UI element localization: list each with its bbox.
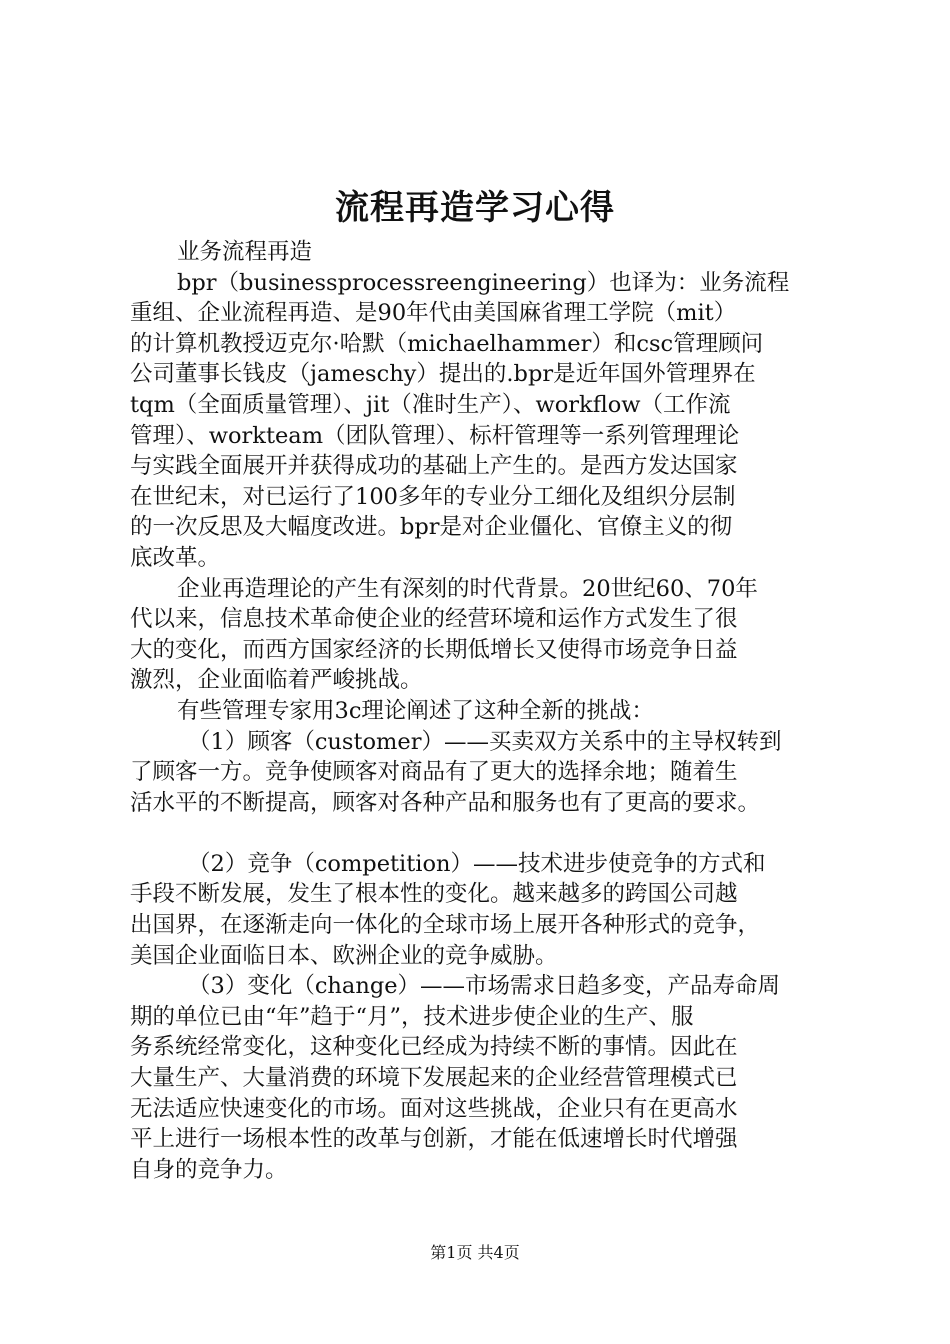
text-line: 活水平的不断提高，顾客对各种产品和服务也有了更高的要求。	[130, 789, 761, 816]
text-line: 重组、企业流程再造、是90年代由美国麻省理工学院（mit）	[130, 300, 737, 327]
text-line: 美国企业面临日本、欧洲企业的竞争威胁。	[130, 942, 558, 969]
text-line: 在世纪末，对已运行了100多年的专业分工细化及组织分层制	[130, 483, 736, 510]
text-line: 无法适应快速变化的市场。面对这些挑战，企业只有在更高水	[130, 1095, 738, 1122]
text-line: 管理）、workteam（团队管理）、标杆管理等一系列管理理论	[130, 422, 740, 449]
text-line: 出国界，在逐渐走向一体化的全球市场上展开各种形式的竞争，	[130, 912, 761, 939]
text-line: 自身的竞争力。	[130, 1156, 288, 1183]
text-line: 业务流程再造	[177, 239, 313, 265]
blank-line	[130, 818, 832, 849]
document-title: 流程再造学习心得	[335, 188, 615, 228]
text-line: 底改革。	[130, 544, 221, 571]
text-line: 的一次反思及大幅度改进。bpr是对企业僵化、官僚主义的彻	[130, 514, 733, 541]
text-line: 期的单位已由“年”趋于“月”，技术进步使企业的生产、服	[130, 1003, 694, 1030]
text-line: 激烈，企业面临着严峻挑战。	[130, 667, 423, 694]
text-line: 的计算机教授迈克尔·哈默（michaelhammer）和csc管理顾问	[130, 330, 764, 357]
text-line: 平上进行一场根本性的改革与创新，才能在低速增长时代增强	[130, 1126, 738, 1153]
text-line: 代以来，信息技术革命使企业的经营环境和运作方式发生了很	[130, 606, 738, 633]
text-line: 手段不断发展，发生了根本性的变化。越来越多的跨国公司越	[130, 881, 738, 908]
text-line: （1）顾客（customer）——买卖双方关系中的主导权转到	[188, 728, 782, 755]
text-line: 有些管理专家用3c理论阐述了这种全新的挑战：	[177, 697, 654, 724]
text-line: 了顾客一方。竞争使顾客对商品有了更大的选择余地；随着生	[130, 759, 738, 786]
text-line: tqm（全面质量管理）、jit（准时生产）、workflow（工作流	[130, 391, 731, 418]
document-body	[130, 237, 832, 1185]
text-line: 企业再造理论的产生有深刻的时代背景。20世纪60、70年	[177, 575, 758, 602]
text-line: bpr（businessprocessreengineering）也译为：业务流程	[177, 269, 790, 296]
page-footer: 第1页 共4页	[430, 1243, 520, 1262]
text-line: 与实践全面展开并获得成功的基础上产生的。是西方发达国家	[130, 453, 738, 480]
text-line: （3）变化（change）——市场需求日趋多变，产品寿命周	[188, 973, 781, 1000]
text-line: 公司董事长钱皮（jameschy）提出的.bpr是近年国外管理界在	[130, 361, 756, 388]
text-line: 务系统经常变化，这种变化已经成为持续不断的事情。因此在	[130, 1034, 738, 1061]
text-line: （2）竞争（competition）——技术进步使竞争的方式和	[188, 850, 766, 877]
text-line: 大量生产、大量消费的环境下发展起来的企业经营管理模式已	[130, 1065, 738, 1092]
text-line: 大的变化，而西方国家经济的长期低增长又使得市场竞争日益	[130, 636, 738, 663]
